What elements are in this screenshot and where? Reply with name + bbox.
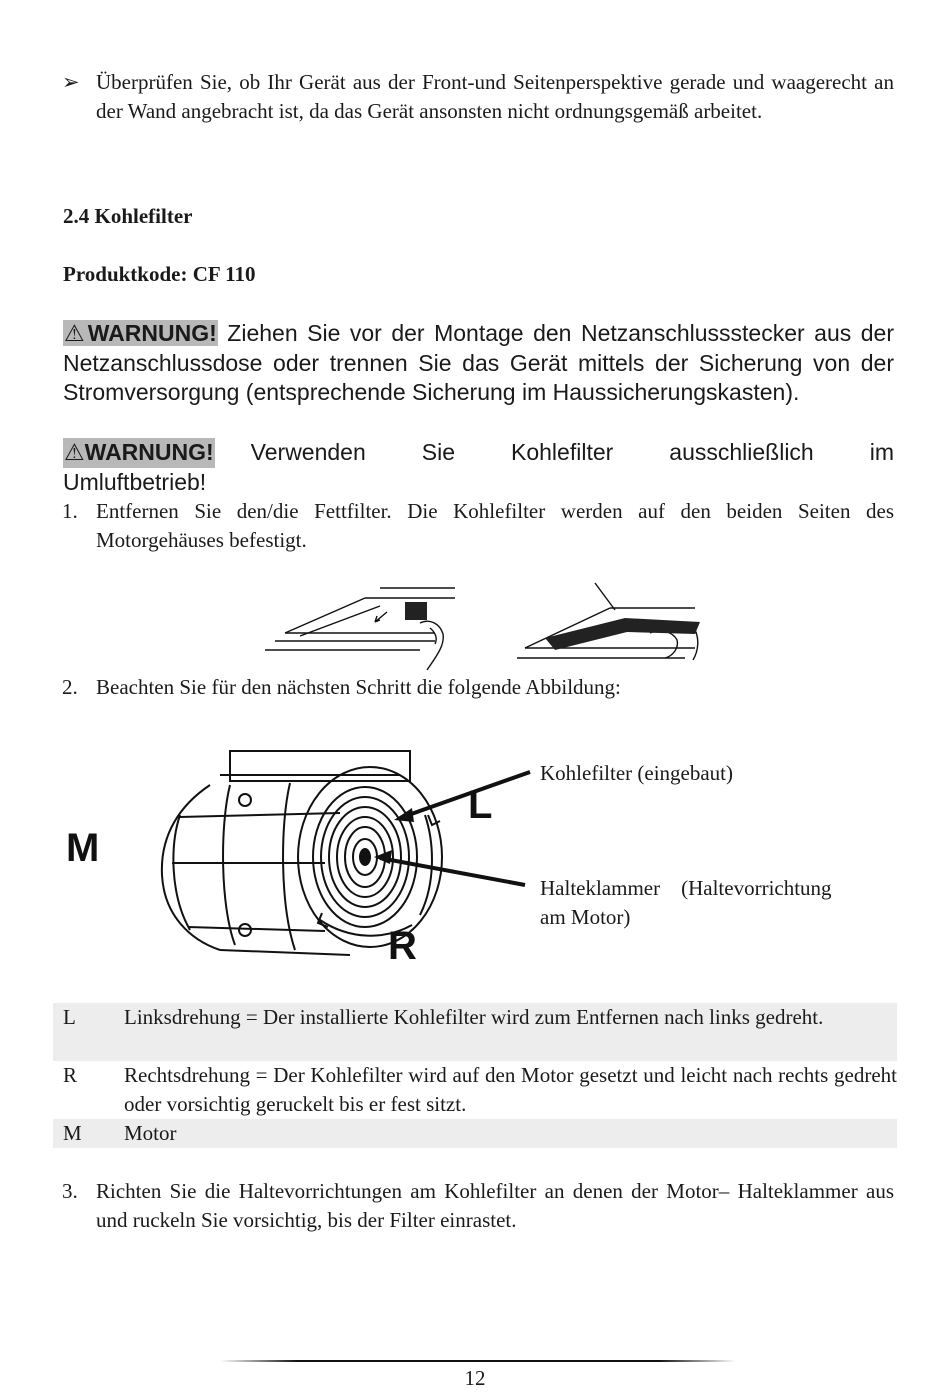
product-code: Produktkode: CF 110 xyxy=(63,262,256,286)
warning-text-2-line2: Umluftbetrieb! xyxy=(63,468,207,495)
warning-triangle-icon: ⚠ xyxy=(64,439,85,465)
motor-letter-m: M xyxy=(66,826,100,870)
legend-text-r: Rechtsdrehung = Der Kohlefilter wird auf den Motor gesetzt und leicht nach rechts gedreht oder vorsichtig geruckelt bis er fest sitzt. xyxy=(124,1063,897,1116)
filter-clip-left xyxy=(405,602,427,620)
legend-row-l xyxy=(53,1003,897,1061)
grease-filter-removal-illustration xyxy=(255,578,715,674)
warning-1 xyxy=(63,319,894,408)
legend-row-r xyxy=(53,1061,897,1119)
step-number-3: 3. xyxy=(62,1179,78,1203)
step-number-2: 2. xyxy=(62,675,78,699)
step-text-3: Richten Sie die Haltevorrichtungen am Kohlefilter an denen der Motor– Halteklammer aus und ruckeln Sie vorsichtig, bis der Filter einrastet. xyxy=(96,1179,894,1232)
footer-rule xyxy=(220,1360,736,1362)
callout-arrows xyxy=(370,760,540,900)
step-number-1: 1. xyxy=(62,499,78,523)
legend-text-l: Linksdrehung = Der installierte Kohlefilter wird zum Entfernen nach links gedreht. xyxy=(124,1005,824,1029)
warning-2 xyxy=(63,438,894,497)
warning-label-2 xyxy=(63,438,215,468)
step-2 xyxy=(62,673,894,702)
step-3 xyxy=(62,1177,894,1235)
section-heading: 2.4 Kohlefilter xyxy=(63,204,193,228)
intro-bullet xyxy=(62,68,894,126)
callout-filter-label: Kohlefilter (eingebaut) xyxy=(540,761,733,785)
legend-row-m xyxy=(53,1119,897,1148)
rotation-letter-l: L xyxy=(468,783,493,827)
bullet-arrow-icon: ➢ xyxy=(62,70,80,94)
warning-label-1 xyxy=(63,320,218,346)
warning-text-1: Ziehen Sie vor der Montage den Netzanschlussstecker aus der Netzanschlussdose oder trennen Sie das Gerät mittels der Sicherung von der Stromversorgung (entsprechende Sicherung im Haussicherungskasten). xyxy=(63,320,894,405)
legend-key-m: M xyxy=(63,1121,82,1145)
bullet-text: Überprüfen Sie, ob Ihr Gerät aus der Front-und Seitenperspektive gerade und waagerecht an der Wand angebracht ist, da das Gerät ansonsten nicht ordnungsgemäß arbeitet. xyxy=(96,70,894,123)
callout-clip-line1: Halteklammer (Haltevorrichtung xyxy=(540,876,832,900)
step-1 xyxy=(62,497,894,555)
legend-key-l: L xyxy=(63,1005,76,1029)
legend-text-m: Motor xyxy=(124,1121,177,1145)
arrow-to-clip xyxy=(380,858,525,885)
step-text-1: Entfernen Sie den/die Fettfilter. Die Kohlefilter werden auf den beiden Seiten des Motorgehäuses befestigt. xyxy=(96,499,894,552)
rotation-letter-r: R xyxy=(388,924,417,968)
legend-key-r: R xyxy=(63,1063,78,1087)
arrow-to-filter xyxy=(400,772,530,818)
step-text-2: Beachten Sie für den nächsten Schritt die folgende Abbildung: xyxy=(96,675,621,699)
warning-triangle-icon: ⚠ xyxy=(64,320,88,346)
warning-label-text-1: WARNUNG! xyxy=(87,320,217,346)
callout-clip-label xyxy=(540,874,887,932)
warning-label-text-2: WARNUNG! xyxy=(84,439,214,465)
callout-clip-line2: am Motor) xyxy=(540,905,631,929)
page-number: 12 xyxy=(464,1366,486,1390)
warning-text-2-line1: Verwenden Sie Kohlefilter ausschließlich im xyxy=(250,439,894,465)
